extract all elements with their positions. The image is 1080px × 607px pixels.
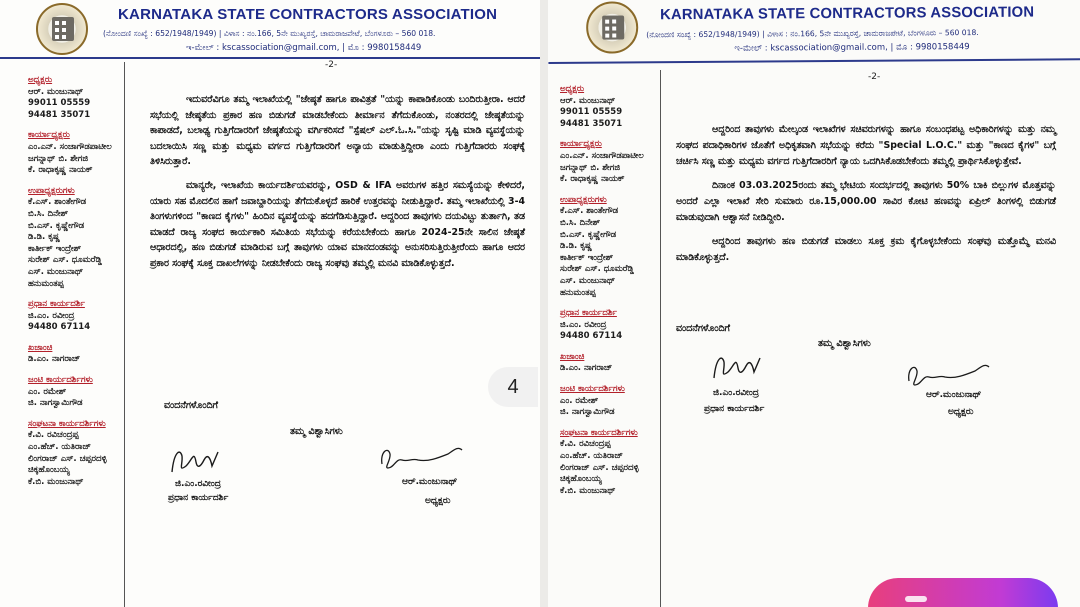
office-bearer-name: ಕೆ.ವಿ. ರವಿಚಂದ್ರಪ್ಪ xyxy=(28,430,79,441)
office-bearer-role: ಜಂಟಿ ಕಾರ್ಯದರ್ಶಿಗಳು xyxy=(28,375,93,386)
office-bearer-name: 99011 05559 xyxy=(560,107,623,118)
secretary-title: ಪ್ರಧಾನ ಕಾರ್ಯದರ್ಶಿ xyxy=(168,493,229,503)
office-bearer-name: ಜಿ. ನಾಗಸ್ವಾಮಿಗೌಡ xyxy=(560,407,615,418)
office-bearer-name: ಜಿ.ಎಂ. ರವೀಂದ್ರ xyxy=(28,310,75,321)
floating-action-button[interactable] xyxy=(868,578,1058,607)
signature-president xyxy=(905,355,995,391)
office-bearer-role: ಅಧ್ಯಕ್ಷರು xyxy=(28,75,53,85)
president-name: ಆರ್.ಮಂಜುನಾಥ್ xyxy=(926,390,982,400)
office-bearer-name: ಕೆ.ಎಸ್. ಶಾಂತೇಗೌಡ xyxy=(560,206,619,217)
office-bearer-name: ಕೆ. ರಾಧಾಕೃಷ್ಣ ನಾಯಕ್ xyxy=(560,174,625,185)
contact-line: ಇ-ಮೇಲ್ : kscassociation@gmail.com, | ಮೊ : 9980158449 xyxy=(734,42,970,54)
office-bearer-group xyxy=(560,428,644,498)
page-counter-badge[interactable]: 4 xyxy=(488,367,538,407)
office-bearer-name: ಜಗನ್ನಾಥ್ ಬಿ. ಶೇಗಜಿ xyxy=(560,162,621,173)
office-bearer-name: 99011 05559 xyxy=(28,98,91,109)
office-bearer-name: ಎಂ.ಎನ್. ಸಂಜಾಗೌಡಪಾಟೀಲ xyxy=(28,141,112,152)
office-bearer-role: ಖಜಾಂಚಿ xyxy=(560,351,585,362)
letter-paragraph: ಇದುವರೆವಿಗೂ ತಮ್ಮ ಇಲಾಖೆಯಲ್ಲಿ "ಜೇಷ್ಠತೆ ಹಾಗೂ ಪಾವಿತ್ರತೆ "ಯನ್ನು ಕಾಪಾಡಿಕೊಂಡು ಬಂದಿರುತ್ತೀರಾ. ಆದರೆ ಸಭೆಯಲ್ಲಿ ಜೇಷ್ಠತೆಯ ಪ್ರಕಾರ ಹಣ ಬಿಡುಗಡೆ ಮಾಡಬೇಕೆಂದು ತೀರ್ಮಾನ ತೆಗೆದುಕೊಂಡು, ನಂತರದಲ್ಲಿ ಜೇಷ್ಠತೆಯನ್ನು ಕಾಪಾಡದೆ, ಬಲಾಢ್ಯ ಗುತ್ತಿಗೆದಾರರಿಗೆ ಜೇಷ್ಠತೆಯನ್ನು ವರ್ಗಿಕರಿಸದೆ "ಸ್ಪೆಷಲ್ ಎಲ್.ಓ.ಸಿ."ಯನ್ನು ಸೃಷ್ಟಿ ಮಾಡಿ ವ್ಯವಸ್ಥೆಯನ್ನು ಬದಲಾಯಿಸಿ ಸಣ್ಣ ಮತ್ತು ಮಧ್ಯಮ ವರ್ಗದ ಗುತ್ತಿಗೆದಾರರಿಗೆ ಅನ್ಯಾಯ ಮಾಡುತ್ತಿದ್ದೀರಾ ಎಂದು ಗುತ್ತಿಗೆದಾರರು ಸಂಘಕ್ಕೆ ತಿಳಿಸಿರುತ್ತಾರೆ. xyxy=(150,94,525,168)
office-bearer-role: ಅಧ್ಯಕ್ಷರು xyxy=(560,84,585,94)
office-bearer-name: ಸುರೇಶ್ ಎಸ್. ಧೂಮರೆಡ್ಡಿ xyxy=(560,264,634,275)
association-logo xyxy=(36,3,88,55)
president-title: ಅಧ್ಯಕ್ಷರು xyxy=(948,407,974,417)
office-bearer-group xyxy=(28,186,112,290)
office-bearer-name: ಎಸ್. ಮಂಜುನಾಥ್ xyxy=(28,266,84,277)
office-bearer-role: ಉಪಾಧ್ಯಕ್ಷರುಗಳು xyxy=(28,185,75,196)
greeting: ವಂದನೆಗಳೊಂದಿಗೆ xyxy=(676,323,730,334)
office-bearer-name: ಡಿ.ಎಂ. ನಾಗರಾಜ್ xyxy=(560,363,613,374)
page-number: -2- xyxy=(868,72,881,82)
letterhead xyxy=(548,0,1080,62)
letter-body xyxy=(676,122,1056,274)
office-bearer-name: 94481 35071 xyxy=(560,118,623,129)
registration-line: (ನೋಂದಣಿ ಸಂಖ್ಯೆ : 652/1948/1949) | ವಿಳಾಸ : ನಂ.166, 5ನೇ ಮುಖ್ಯರಸ್ತೆ, ಚಾಮರಾಜಪೇಟೆ, ಬೆಂಗಳೂರು – 560 018. xyxy=(103,29,436,38)
sidebar-divider xyxy=(124,62,125,607)
yours-faithfully: ತಮ್ಮ ವಿಶ್ವಾಸಿಗಳು xyxy=(290,426,343,437)
office-bearer-name: 94480 67114 xyxy=(560,331,623,342)
org-name: KARNATAKA STATE CONTRACTORS ASSOCIATION xyxy=(118,6,498,23)
office-bearer-role: ಜಂಟಿ ಕಾರ್ಯದರ್ಶಿಗಳು xyxy=(560,384,625,395)
org-name: KARNATAKA STATE CONTRACTORS ASSOCIATION xyxy=(660,4,1035,24)
secretary-title: ಪ್ರಧಾನ ಕಾರ್ಯದರ್ಶಿ xyxy=(704,404,765,414)
office-bearer-name: ಬಿ.ಸಿ. ದಿನೇಶ್ xyxy=(560,217,601,228)
office-bearer-name: ಆರ್. ಮಂಜುನಾಥ್ xyxy=(560,95,616,106)
secretary-name: ಜಿ.ಎಂ.ರವೀಂದ್ರ xyxy=(713,388,760,398)
letter-paragraph: ಆದ್ದರಿಂದ ತಾವುಗಳು ಮೇಲ್ಕಂಡ ಇಲಾಖೆಗಳ ಸಚಿವರುಗಳನ್ನು ಹಾಗೂ ಸಂಬಂಧಪಟ್ಟ ಅಧಿಕಾರಿಗಳನ್ನು ಮತ್ತು ನಮ್ಮ ಸಂಘದ ಪದಾಧಿಕಾರಿಗಳ ಜೊತೆಗೆ ಅಧಿಕೃತವಾಗಿ ಸಭೆಯನ್ನು ಕರೆದು "Special L.O.C." ಮತ್ತು "ಕಾಣದ ಕೈಗಳ" ಬಗ್ಗೆ ಚರ್ಚಿಸಿ ಸಣ್ಣ ಮತ್ತು ಮಧ್ಯಮ ವರ್ಗದ ಗುತ್ತಿಗೆದಾರರಿಗೆ ನ್ಯಾಯ ಒದಗಿಸಿಕೊಡಬೇಕೆಂದು ತಮ್ಮಲ್ಲಿ ಪ್ರಾರ್ಥಿಸಿಕೊಳ್ಳುತ್ತೇವೆ. xyxy=(676,124,1056,167)
yours-faithfully: ತಮ್ಮ ವಿಶ್ವಾಸಿಗಳು xyxy=(818,338,871,349)
office-bearer-name: ಎಂ. ರಮೇಶ್ xyxy=(560,395,599,406)
office-bearer-role: ಸಂಘಟನಾ ಕಾರ್ಯದರ್ಶಿಗಳು xyxy=(28,418,106,429)
office-bearer-name: ಡಿ.ಡಿ. ಕೃಷ್ಣ xyxy=(28,232,60,243)
office-bearer-group xyxy=(560,384,644,419)
office-bearer-name: ಕೆ.ಬಿ. ಮಂಜುನಾಥ್ xyxy=(28,476,84,487)
letter-paragraph: ದಿನಾಂಕ 03.03.2025ರಂದು ತಮ್ಮ ಭೇಟಿಯ ಸಂದರ್ಭದಲ್ಲಿ ತಾವುಗಳು 50% ಬಾಕಿ ಬಿಲ್ಲುಗಳ ಮೊತ್ತವನ್ನು ಅಂದರೆ ಎಲ್ಲಾ ಇಲಾಖೆ ಸೇರಿ ಸುಮಾರು ರೂ.15,000.00 ಸಾವಿರ ಕೋಟಿ ಹಣವನ್ನು ಏಪ್ರಿಲ್ ತಿಂಗಳಲ್ಲಿ ಬಿಡುಗಡೆ ಮಾಡುವುದಾಗಿ ಆಶ್ವಾಸನೆ ನೀಡಿದ್ದೀರಿ. xyxy=(676,180,1056,223)
office-bearer-role: ಸಂಘಟನಾ ಕಾರ್ಯದರ್ಶಿಗಳು xyxy=(560,427,638,438)
office-bearer-name: ಕಾರ್ತೀಕ್ ಇಂದ್ರೇಶ್ xyxy=(28,243,82,254)
office-bearer-group xyxy=(560,308,644,343)
office-bearer-name: ಡಿ.ಡಿ. ಕೃಷ್ಣ xyxy=(560,241,592,252)
office-bearer-group xyxy=(28,419,112,489)
office-bearer-name: ಕೆ.ಬಿ. ಮಂಜುನಾಥ್ xyxy=(560,485,616,496)
office-bearer-group xyxy=(28,75,112,121)
office-bearer-name: ಲಿಂಗರಾಜ್ ಎಸ್. ಚಪ್ಪರದಳ್ಳಿ xyxy=(28,453,107,464)
sidebar-divider xyxy=(660,70,661,607)
office-bearer-role: ಉಪಾಧ್ಯಕ್ಷರುಗಳು xyxy=(560,194,607,205)
secretary-name: ಜಿ.ಎಂ.ರವೀಂದ್ರ xyxy=(175,479,222,489)
office-bearer-name: ಕೆ. ರಾಧಾಕೃಷ್ಣ ನಾಯಕ್ xyxy=(28,165,93,176)
office-bearer-name: ಸುರೇಶ್ ಎಸ್. ಧೂಮರೆಡ್ಡಿ xyxy=(28,255,102,266)
letterhead xyxy=(0,0,540,62)
office-bearer-group xyxy=(560,139,644,185)
president-title: ಅಧ್ಯಕ್ಷರು xyxy=(425,496,451,506)
signature-secretary xyxy=(708,348,788,384)
office-bearer-name: ಚಿಕ್ಕಹೊಂಬಯ್ಯ xyxy=(28,465,70,476)
office-bearer-name: ಎಂ.ಹೆಚ್. ಯತಿರಾಜ್ xyxy=(560,451,624,462)
office-bearer-group xyxy=(560,352,644,375)
office-bearer-group xyxy=(560,195,644,299)
action-icon xyxy=(905,596,927,602)
page-number: -2- xyxy=(325,60,338,70)
letter-paragraph: ಮಾನ್ಯರೇ, ಇಲಾಖೆಯ ಕಾರ್ಯದರ್ಶಿಯವರನ್ನು, OSD & IFA ಅವರುಗಳ ಹತ್ತಿರ ಸಮಸ್ಯೆಯನ್ನು ಕೇಳಿದರೆ, ಯಾರು ಸಹ ಮೊದಲಿನ ಹಾಗೆ ಜವಾಬ್ದಾರಿಯನ್ನು ತೆಗೆದುಕೊಳ್ಳದೆ ಹಾರಿಕೆ ಉತ್ತರವನ್ನು ನೀಡುತ್ತಿದ್ದಾರೆ. ತಮ್ಮ ಇಲಾಖೆಯಲ್ಲಿ 3-4 ತಿಂಗಳುಗಳಿಂದ "ಕಾಣದ ಕೈಗಳು" ಹಿಂದಿನ ವ್ಯವಸ್ಥೆಯನ್ನು ಹದಗೆಡಿಸುತ್ತಿದ್ದಾರೆ. ಆದ್ದರಿಂದ ತಾವುಗಳು ದಯವಿಟ್ಟು ತುರ್ತಾಗಿ, ತಡ ಮಾಡದೆ ರಾಜ್ಯ ಸಂಘದ ಕಾರ್ಯಕಾರಿ ಸಮಿತಿಯ ಸಭೆಯನ್ನು ಕರೆಯಬೇಕೆಂದು ಹಾಗೂ 2024-25ನೇ ಸಾಲಿನ ಜೇಷ್ಠತೆ ಆಧಾರದಲ್ಲಿ, ಹಣ ಬಿಡುಗಡೆ ಮಾಡಿರುವ ಬಗ್ಗೆ ತಾವುಗಳು ಯಾವ ಮಾನದಂಡವನ್ನು ಅನುಸರಿಸುತ್ತಿರುತ್ತೀರೆಂದು ಹಾಗೂ ಆದರ ಪ್ರಕಾರ ಸಂಘಕ್ಕೆ ಸೂಕ್ತ ದಾಖಲೆಗಳನ್ನು ನೀಡಬೇಕೆಂದು ರಾಜ್ಯ ಸಂಘವು ತಮ್ಮಲ್ಲಿ ಮನವಿ ಮಾಡಿಕೊಳ್ಳುತ್ತದೆ. xyxy=(150,179,525,269)
greeting: ವಂದನೆಗಳೊಂದಿಗೆ xyxy=(164,400,218,411)
building-icon xyxy=(602,15,624,39)
office-bearer-group xyxy=(28,299,112,334)
office-bearer-name: 94481 35071 xyxy=(28,109,91,120)
association-logo xyxy=(586,1,638,53)
contact-line: ಇ-ಮೇಲ್ : kscassociation@gmail.com, | ಮೊ : 9980158449 xyxy=(186,43,422,53)
office-bearer-role: ಪ್ರಧಾನ ಕಾರ್ಯದರ್ಶಿ xyxy=(28,299,85,310)
office-bearer-name: ಜಿ.ಎಂ. ರವೀಂದ್ರ xyxy=(560,319,607,330)
office-bearer-name: ಹನುಮಂತಪ್ಪ xyxy=(28,278,64,289)
letter-paragraph: ಆದ್ದರಿಂದ ತಾವುಗಳು ಹಣ ಬಿಡುಗಡೆ ಮಾಡಲು ಸೂಕ್ತ ಕ್ರಮ ಕೈಗೊಳ್ಳಬೇಕೆಂದು ಸಂಘವು ಮತ್ತೊಮ್ಮೆ ಮನವಿ ಮಾಡಿಕೊಳ್ಳುತ್ತದೆ. xyxy=(676,236,1056,263)
office-bearer-name: ಕಾರ್ತೀಕ್ ಇಂದ್ರೇಶ್ xyxy=(560,252,614,263)
office-bearer-role: ಪ್ರಧಾನ ಕಾರ್ಯದರ್ಶಿ xyxy=(560,308,617,319)
office-bearer-name: ಎಸ್. ಮಂಜುನಾಥ್ xyxy=(560,275,616,286)
office-bearer-group xyxy=(28,343,112,366)
president-name: ಆರ್.ಮಂಜುನಾಥ್ xyxy=(402,477,458,487)
office-bearer-group xyxy=(28,375,112,410)
page-gutter xyxy=(540,0,548,607)
office-bearer-name: ಎಂ. ರಮೇಶ್ xyxy=(28,386,67,397)
office-bearer-name: ಚಿಕ್ಕಹೊಂಬಯ್ಯ xyxy=(560,474,602,485)
office-bearers-list xyxy=(560,84,644,506)
letter-page-right xyxy=(548,0,1080,607)
office-bearer-role: ಖಜಾಂಚಿ xyxy=(28,342,53,353)
office-bearers-list xyxy=(28,75,112,497)
office-bearer-name: ಬಿ.ಎಸ್. ಕೃಷ್ಣೇಗೌಡ xyxy=(560,229,617,240)
building-icon xyxy=(52,17,74,41)
office-bearer-name: ಡಿ.ಎಂ. ನಾಗರಾಜ್ xyxy=(28,354,81,365)
office-bearer-role: ಕಾರ್ಯಾಧ್ಯಕ್ಷರು xyxy=(560,139,602,150)
office-bearer-name: ಕೆ.ಎಸ್. ಶಾಂತೇಗೌಡ xyxy=(28,197,87,208)
office-bearer-name: 94480 67114 xyxy=(28,322,91,333)
letterhead-rule xyxy=(548,58,1080,64)
office-bearer-name: ಎಂ.ಎನ್. ಸಂಜಾಗೌಡಪಾಟೀಲ xyxy=(560,150,644,161)
office-bearer-name: ಬಿ.ಸಿ. ದಿನೇಶ್ xyxy=(28,208,69,219)
office-bearer-name: ಹನುಮಂತಪ್ಪ xyxy=(560,287,596,298)
office-bearer-group xyxy=(28,130,112,176)
office-bearer-group xyxy=(560,84,644,130)
letterhead-rule xyxy=(0,57,540,59)
office-bearer-name: ಬಿ.ಎಸ್. ಕೃಷ್ಣೇಗೌಡ xyxy=(28,220,85,231)
office-bearer-name: ಲಿಂಗರಾಜ್ ಎಸ್. ಚಪ್ಪರದಳ್ಳಿ xyxy=(560,462,639,473)
registration-line: (ನೋಂದಣಿ ಸಂಖ್ಯೆ : 652/1948/1949) | ವಿಳಾಸ : ನಂ.166, 5ನೇ ಮುಖ್ಯರಸ್ತೆ, ಚಾಮರಾಜಪೇಟೆ, ಬೆಂಗಳೂರು – 560 018. xyxy=(646,27,979,40)
office-bearer-name: ಎಂ.ಹೆಚ್. ಯತಿರಾಜ್ xyxy=(28,442,92,453)
office-bearer-name: ಆರ್. ಮಂಜುನಾಥ್ xyxy=(28,86,84,97)
signature-secretary xyxy=(166,442,246,478)
office-bearer-name: ಜಗನ್ನಾಥ್ ಬಿ. ಶೇಗಜಿ xyxy=(28,153,89,164)
office-bearer-name: ಕೆ.ವಿ. ರವಿಚಂದ್ರಪ್ಪ xyxy=(560,439,611,450)
letter-body xyxy=(150,92,525,280)
office-bearer-name: ಜಿ. ನಾಗಸ್ವಾಮಿಗೌಡ xyxy=(28,398,83,409)
signature-president xyxy=(378,438,468,474)
office-bearer-role: ಕಾರ್ಯಾಧ್ಯಕ್ಷರು xyxy=(28,130,70,141)
